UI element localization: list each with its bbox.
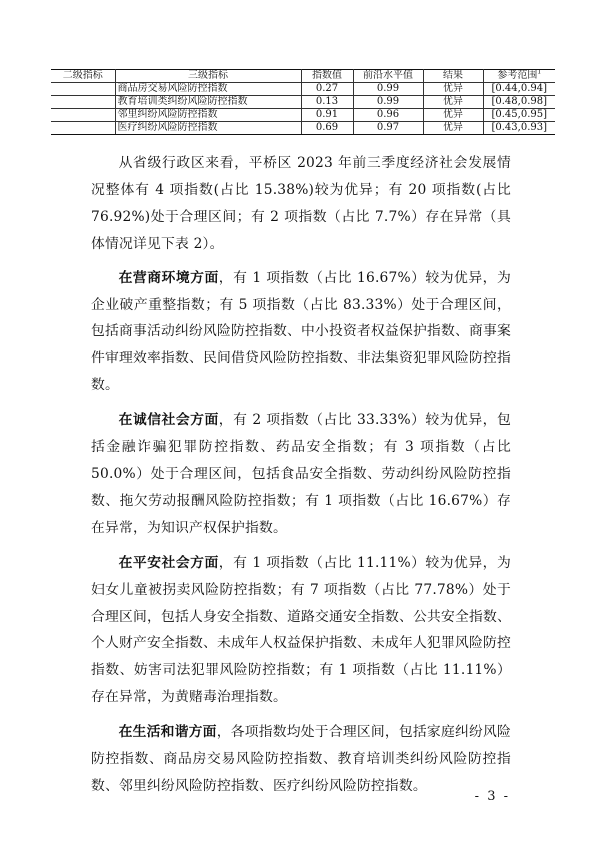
table-row <box>51 109 555 122</box>
cell-result: 优异 <box>423 96 483 109</box>
paragraph-text: 从省级行政区来看，平桥区 2023 年前三季度经济社会发展情况整体有 4 项指数(占比 15.38%)较为优异；有 20 项指数(占比 76.92%)处于合理区间；有 2 项指数（占比 7.7%）存在异常（具体情况详见下表 2）。 <box>91 155 511 252</box>
cell-level2 <box>51 122 115 135</box>
paragraph-lead: 在营商环境方面 <box>118 269 219 286</box>
paragraph <box>91 719 511 800</box>
paragraph-text: ，有 1 项指数（占比 11.11%）较为优异，为妇女儿童被拐卖风险防控指数；有 7 项指数（占比 77.78%）处于合理区间，包括人身安全指数、道路交通安全指数、公共安全指数、个人财产安全指数、未成年人权益保护指数、未成年人犯罪风险防控指数、妨害司法犯罪风险防控指数；有 1 项指数（占比 11.11%）存在异常，为黄赌毒治理指数。 <box>91 554 511 706</box>
table-row <box>51 96 555 109</box>
cell-result: 优异 <box>423 109 483 122</box>
cell-range: [0.44,0.94] <box>483 83 555 96</box>
paragraph <box>91 407 511 542</box>
cell-value: 0.13 <box>301 96 353 109</box>
paragraph <box>91 150 511 258</box>
footnote-marker: 1 <box>537 69 542 76</box>
cell-level2 <box>51 83 115 96</box>
cell-level3: 商品房交易风险防控指数 <box>115 83 301 96</box>
cell-range: [0.48,0.98] <box>483 96 555 109</box>
header-level2: 二级指标 <box>51 70 115 83</box>
page-number: - 3 - <box>474 789 510 804</box>
table-row <box>51 122 555 135</box>
cell-value: 0.69 <box>301 122 353 135</box>
header-value: 指数值 <box>301 70 353 83</box>
paragraph-text: ，有 1 项指数（占比 16.67%）较为优异，为企业破产重整指数；有 5 项指数（占比 83.33%）处于合理区间，包括商事活动纠纷风险防控指数、中小投资者权益保护指数、商事案件审理效率指数、民间借贷风险防控指数、非法集资犯罪风险防控指数。 <box>91 269 511 394</box>
cell-level2 <box>51 96 115 109</box>
paragraph-lead: 在生活和谐方面 <box>118 724 217 741</box>
paragraph <box>91 550 511 711</box>
header-frontier: 前沿水平值 <box>353 70 423 83</box>
paragraph-lead: 在平安社会方面 <box>118 554 219 571</box>
table-header-row <box>51 70 555 83</box>
cell-level2 <box>51 109 115 122</box>
header-result: 结果 <box>423 70 483 83</box>
paragraph-text: ，各项指数均处于合理区间，包括家庭纠纷风险防控指数、商品房交易风险防控指数、教育培训类纠纷风险防控指数、邻里纠纷风险防控指数、医疗纠纷风险防控指数。 <box>91 724 511 794</box>
body-text <box>91 150 511 808</box>
paragraph <box>91 265 511 400</box>
header-range-label: 参考范围 <box>497 70 538 81</box>
cell-value: 0.91 <box>301 109 353 122</box>
cell-result: 优异 <box>423 83 483 96</box>
table-row <box>51 83 555 96</box>
cell-frontier: 0.99 <box>353 83 423 96</box>
cell-level3: 邻里纠纷风险防控指数 <box>115 109 301 122</box>
cell-frontier: 0.99 <box>353 96 423 109</box>
cell-range: [0.43,0.93] <box>483 122 555 135</box>
index-table <box>51 69 555 135</box>
cell-frontier: 0.97 <box>353 122 423 135</box>
cell-frontier: 0.96 <box>353 109 423 122</box>
cell-value: 0.27 <box>301 83 353 96</box>
cell-level3: 医疗纠纷风险防控指数 <box>115 122 301 135</box>
paragraph-lead: 在诚信社会方面 <box>118 412 219 429</box>
cell-result: 优异 <box>423 122 483 135</box>
header-level3: 三级指标 <box>115 70 301 83</box>
paragraph-text: ，有 2 项指数（占比 33.33%）较为优异，包括金融诈骗犯罪防控指数、药品安全指数；有 3 项指数（占比 50.0%）处于合理区间，包括食品安全指数、劳动纠纷风险防控指数、拖欠劳动报酬风险防控指数；有 1 项指数（占比 16.67%）存在异常，为知识产权保护指数。 <box>91 412 511 536</box>
header-range <box>483 70 555 83</box>
cell-range: [0.45,0.95] <box>483 109 555 122</box>
cell-level3: 教育培训类纠纷风险防控指数 <box>115 96 301 109</box>
